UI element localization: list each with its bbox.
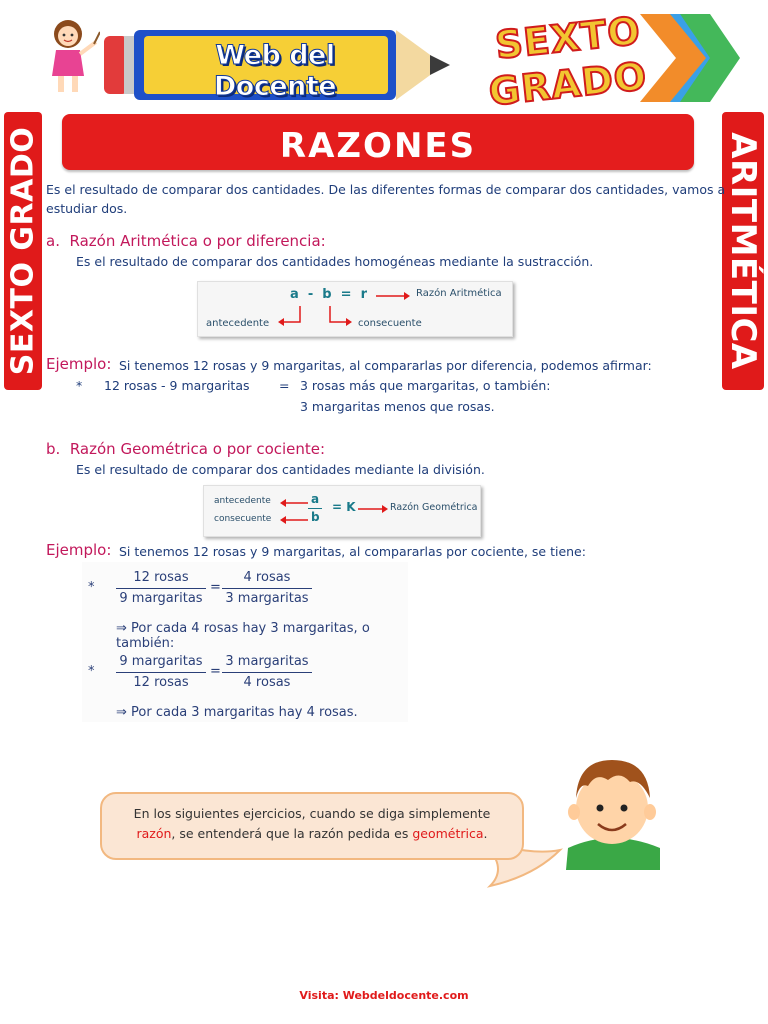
eq2-note: ⇒ Por cada 3 margaritas hay 4 rosas. xyxy=(116,705,358,720)
teacher-mascot-icon xyxy=(38,14,100,98)
eq1-num2: 4 rosas xyxy=(243,570,291,585)
fraction-examples-panel xyxy=(82,562,408,722)
note-line-2 xyxy=(112,824,512,844)
eq1-den1: 9 margaritas xyxy=(119,591,203,606)
eq2-bar2 xyxy=(222,672,312,673)
arithmetic-consequent-label: consecuente xyxy=(358,318,422,329)
eq1-equals: = xyxy=(210,580,221,595)
note-word-razon: razón xyxy=(136,826,172,841)
note-text xyxy=(112,804,512,844)
eq1-note: ⇒ Por cada 4 rosas hay 3 margaritas, o también: xyxy=(116,621,370,651)
eq1-bar2 xyxy=(222,588,312,589)
eq1-bullet: * xyxy=(88,580,95,595)
eq1-num1: 12 rosas xyxy=(133,570,189,585)
footer-link[interactable]: Visita: Webdeldocente.com xyxy=(299,989,469,1002)
geometric-formula-box xyxy=(203,485,481,537)
eq2-bar1 xyxy=(116,672,206,673)
example-a-label-text: Ejemplo: xyxy=(46,355,112,373)
section-b-title: Razón Geométrica o por cociente: xyxy=(69,440,326,458)
note-word-geometrica: geométrica xyxy=(412,826,484,841)
section-b-description: Es el resultado de comparar dos cantidades mediante la división. xyxy=(76,462,485,477)
example-a-text: Si tenemos 12 rosas y 9 margaritas, al compararlas por diferencia, podemos afirmar: xyxy=(119,358,652,373)
note-end: . xyxy=(483,826,488,841)
geometric-result-label: Razón Geométrica xyxy=(390,502,478,513)
geometric-equals-k: = K xyxy=(332,500,356,514)
eq2-num2: 3 margaritas xyxy=(225,654,309,669)
note-middle: , se entenderá que la razón pedida es xyxy=(171,826,409,841)
example-a-result-2: 3 margaritas menos que rosas. xyxy=(300,399,495,414)
section-a-title: Razón Aritmética o por diferencia: xyxy=(69,232,326,250)
logo-text: Web del Docente xyxy=(213,40,337,102)
eq2-den1: 12 rosas xyxy=(133,675,189,690)
example-a-equals: = xyxy=(279,378,290,393)
example-b-text: Si tenemos 12 rosas y 9 margaritas, al compararlas por cociente, se tiene: xyxy=(119,544,586,559)
arithmetic-expression: a - b = r xyxy=(290,287,367,302)
section-b-heading xyxy=(46,440,325,458)
eq2-bullet: * xyxy=(88,664,95,679)
arithmetic-formula-box xyxy=(197,281,513,337)
eq1-den2: 3 margaritas xyxy=(225,591,309,606)
section-a-description: Es el resultado de comparar dos cantidades homogéneas mediante la sustracción. xyxy=(76,254,594,269)
page-title-bar xyxy=(62,114,694,170)
section-a-heading xyxy=(46,232,326,250)
side-banner-left xyxy=(4,112,42,390)
eq2-den2: 4 rosas xyxy=(243,675,291,690)
grade-line-1: SEXTO xyxy=(493,8,643,68)
geometric-antecedent-label: antecedente xyxy=(214,496,271,506)
section-a-letter: a. xyxy=(46,232,60,250)
side-banner-right xyxy=(722,112,764,390)
arithmetic-result-label: Razón Aritmética xyxy=(416,288,502,299)
side-label-right: ARITMÉTICA xyxy=(723,132,763,370)
page-title: RAZONES xyxy=(279,126,477,166)
side-label-left: SEXTO GRADO xyxy=(5,126,41,376)
grade-badge xyxy=(468,8,678,115)
example-a-result-1: 3 rosas más que margaritas, o también: xyxy=(300,378,551,393)
section-b-letter: b. xyxy=(46,440,61,458)
boy-mascot-icon xyxy=(560,752,664,870)
example-a-label xyxy=(46,354,111,373)
arithmetic-antecedent-label: antecedente xyxy=(206,318,270,329)
geometric-consequent-label: consecuente xyxy=(214,514,272,524)
eq2-equals: = xyxy=(210,664,221,679)
arrow-right-icon xyxy=(358,504,388,514)
arrow-right-icon xyxy=(376,291,410,301)
geometric-numerator: a xyxy=(311,492,320,506)
example-b-label-text: Ejemplo: xyxy=(46,541,112,559)
eq2-num1: 9 margaritas xyxy=(119,654,203,669)
example-a-bullet: * xyxy=(76,378,83,393)
arrow-left-icon xyxy=(280,496,308,526)
intro-paragraph: Es el resultado de comparar dos cantidades. De las diferentes formas de comparar dos cantidades, vamos a estudiar dos. xyxy=(46,182,726,216)
eq1-bar1 xyxy=(116,588,206,589)
bracket-arrows-icon xyxy=(278,304,358,328)
example-b-label xyxy=(46,540,111,559)
geometric-fraction-bar xyxy=(308,508,322,509)
note-line-1: En los siguientes ejercicios, cuando se diga simplemente xyxy=(133,806,491,821)
geometric-denominator: b xyxy=(311,510,320,524)
example-a-operation: 12 rosas - 9 margaritas xyxy=(104,378,250,393)
grade-line-2: GRADO xyxy=(486,53,650,115)
